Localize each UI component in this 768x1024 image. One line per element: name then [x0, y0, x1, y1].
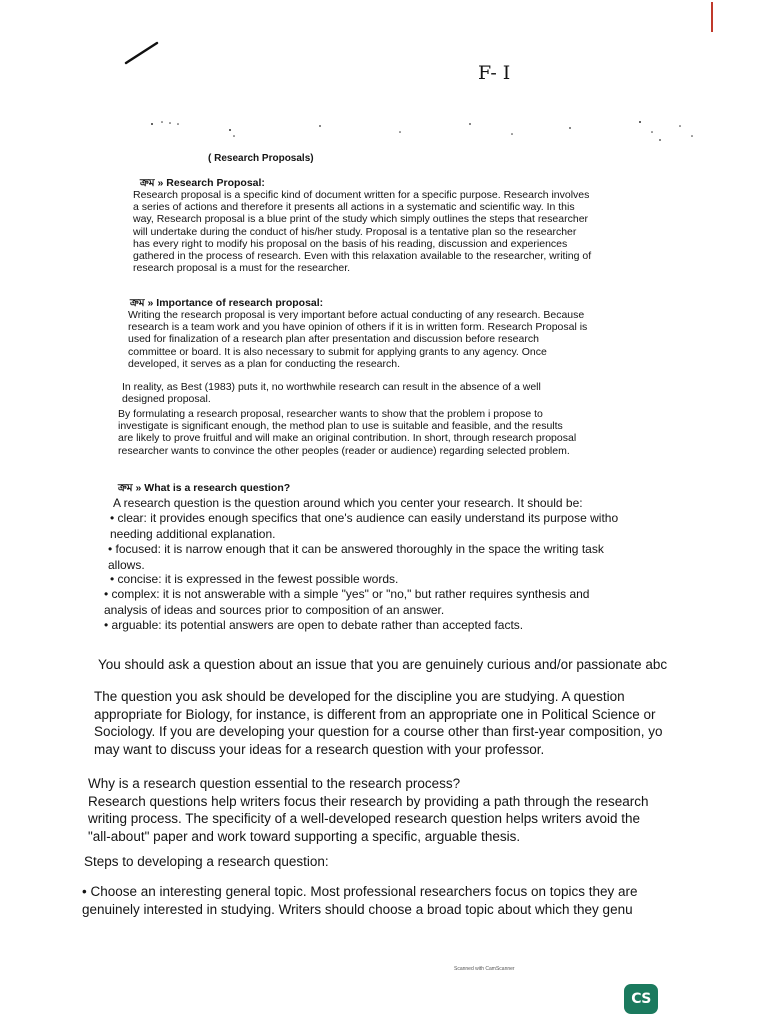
page-label: F- I: [478, 62, 511, 84]
section-body-research-question-intro: A research question is the question around which you center your research. It should be:: [113, 496, 583, 510]
paragraph-discipline: The question you ask should be developed for the discipline you are studying. A question appropriate for Biology, for instance, is different from an appropriate one in Political Science or Sociology. If you are developing your question for a course other than first-year composition, yo may want to discuss your ideas for a research question with your professor.: [94, 689, 663, 757]
section-heading-research-question: ক্রম » What is a research question?: [118, 482, 291, 494]
steps-heading: Steps to developing a research question:: [84, 854, 329, 869]
paragraph-ask-question: You should ask a question about an issue that you are genuinely curious and/or passionate abc: [98, 657, 668, 672]
section-body-research-proposal: Research proposal is a specific kind of document written for a specific purpose. Research involves a series of actions and therefore it presents all actions in a systematic and scientific way. In this way, Research proposal is a blue print of the study which simply outlines the steps that researcher will undertake during the conduct of his/her study. Proposal is a tentative plan so the researcher has every right to modify his proposal on the basis of his reading, discussion and experiences gathered in the process of research. Even with this relaxation available to the researcher, writing of research proposal is a must for the researcher.: [133, 189, 592, 275]
section-body-importance-p3: By formulating a research proposal, researcher wants to show that the problem i propose to investigate is significant enough, the method plan to use is suitable and feasible, and the results are likely to prove fruitful and will make an original contribution. In short, through research proposal researcher wants to convince the other peoples (reader or audience) regarding selected problem.: [118, 408, 577, 457]
section-heading-research-proposal: ক্রম » Research Proposal:: [140, 177, 265, 189]
camscanner-logo-icon: CS: [624, 984, 658, 1014]
red-margin-mark: [711, 2, 713, 32]
section-heading-importance: ক্রম » Importance of research proposal:: [130, 297, 324, 309]
paragraph-why-research-question: Why is a research question essential to the research process? Research questions help writers focus their research by providing a path through the research writing process. The specificity of a well-developed research question helps writers avoid the "all-about" paper and work toward supporting a specific, arguable thesis.: [88, 776, 649, 844]
section-body-importance-p2: In reality, as Best (1983) puts it, no worthwhile research can result in the absence of a well designed proposal.: [122, 381, 541, 406]
pen-stroke-mark: [120, 38, 162, 68]
bullet-clear: • clear: it provides enough specifics that one's audience can easily understand its purpose witho needing additional explanation.: [110, 511, 619, 541]
scan-noise: [140, 112, 700, 152]
steps-body: • Choose an interesting general topic. Most professional researchers focus on topics they are genuinely interested in studying. Writers should choose a broad topic about which they genu: [82, 884, 638, 917]
bullet-focused: • focused: it is narrow enough that it can be answered thoroughly in the space the writing task allows.: [108, 542, 604, 572]
section-body-importance-p1: Writing the research proposal is very important before actual conducting of any research. Because research is a team work and you have opinion of others if it is in written form. Research Proposal is used for finalization of a research plan after presentation and discussion before research committee or board. It is also necessary to submit for applying grants to any agency. Once developed, it serves as a plan for conducting the research.: [128, 309, 588, 370]
bullet-concise: • concise: it is expressed in the fewest possible words.: [110, 572, 399, 586]
bullet-arguable: • arguable: its potential answers are open to debate rather than accepted facts.: [104, 618, 524, 632]
scanned-with-label: Scanned with CamScanner: [454, 966, 515, 972]
bullet-complex: • complex: it is not answerable with a simple "yes" or "no," but rather requires synthesis and analysis of ideas and sources prior to composition of an answer.: [104, 587, 590, 617]
document-title: ( Research Proposals): [208, 153, 314, 164]
